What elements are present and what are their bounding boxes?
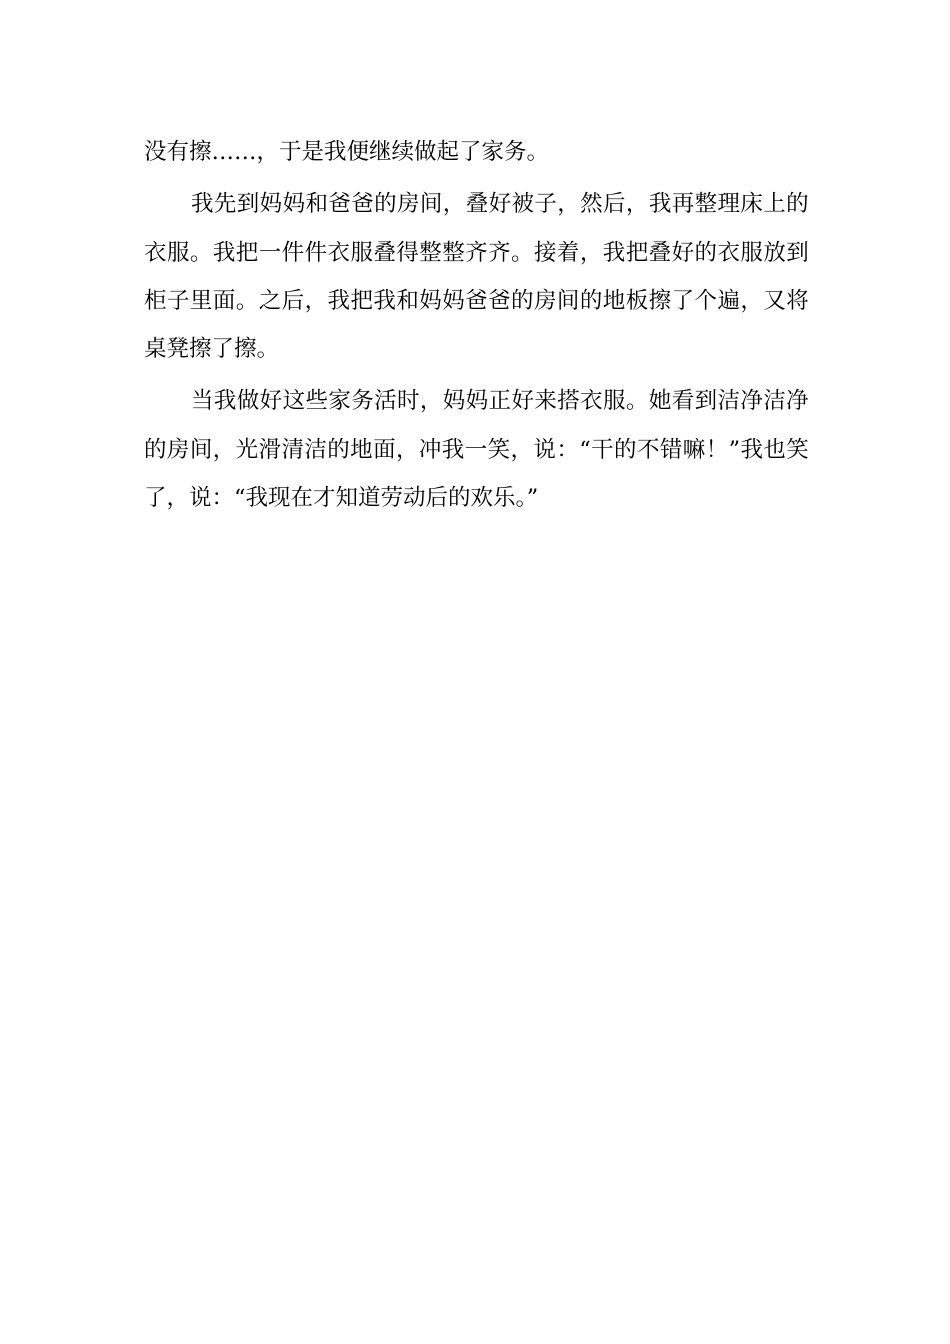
paragraph-1 — [144, 128, 809, 176]
paragraph-line: 衣 服 。 我 把 一 件 件 衣 服 叠 得 整 整 齐 齐 。 接 着 ， 我 把 叠 好 的 衣 服 放 到 — [144, 239, 809, 266]
paragraph-line: 当 我 做 好 这 些 家 务 活 时 ， 妈 妈 正 好 来 搭 衣 服 。 她 看 到 洁 净 洁 净 — [191, 388, 809, 415]
paragraph-line: 没有擦……，于是我便继续做起了家务。 — [144, 139, 550, 165]
paragraph-line: 了，说：“我现在才知道劳动后的欢乐。” — [144, 485, 539, 512]
paragraph-2 — [144, 180, 809, 373]
paragraph-line: 桌凳擦了擦。 — [144, 336, 280, 363]
paragraph-line: 的 房 间 ， 光 滑 清 洁 的 地 面 ， 冲 我 一 笑 ， 说 ： “ 干 的 不 错 嘛 ！ ” 我 也 笑 — [144, 436, 809, 463]
document-body — [144, 128, 809, 522]
paragraph-3 — [144, 377, 809, 522]
paragraph-line: 我 先 到 妈 妈 和 爸 爸 的 房 间 ， 叠 好 被 子 ， 然 后 ， 我 再 整 理 床 上 的 — [191, 191, 809, 218]
paragraph-line: 柜 子 里 面 。 之 后 ， 我 把 我 和 妈 妈 爸 爸 的 房 间 的 地 板 擦 了 个 遍 ， 又 将 — [144, 287, 809, 314]
